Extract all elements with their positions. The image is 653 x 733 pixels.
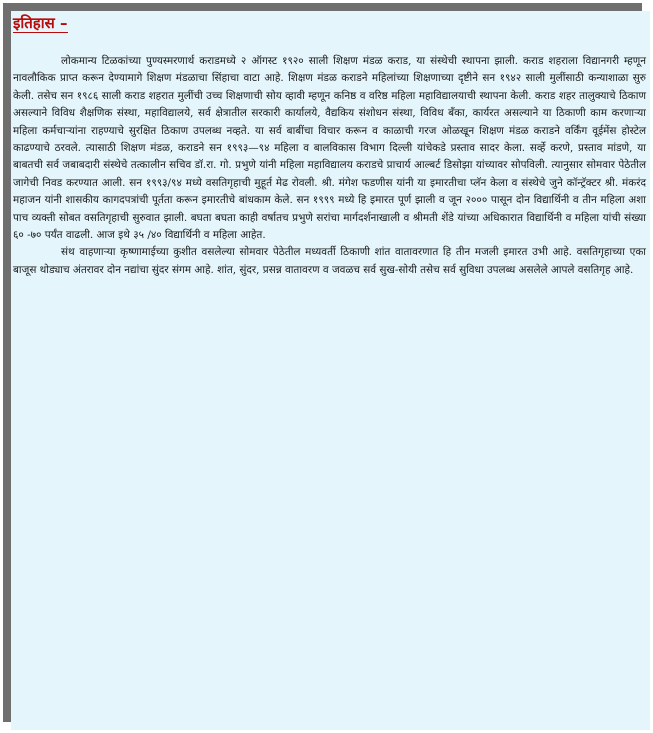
content-panel <box>11 11 650 730</box>
page-title <box>13 13 646 53</box>
history-paragraph-1: लोकमान्य टिळकांच्या पुण्यस्मरणार्थ कराडमध्ये २ ऑगस्ट १९२० साली शिक्षण मंडळ कराड, या संस्थेची स्थापना झाली. कराड शहराला विद्यानगरी म्हणून नावलौकिक प्राप्त करून देण्यामागे शिक्षण मंडळाचा सिंहाचा वाटा आहे. शिक्षण मंडळ कराडने महिलांच्या शिक्षणाच्या दृष्टीने सन १९४२ साली मुलींसाठी कन्याशाळा सुरु केली. तसेच सन १९८६ साली कराड शहरात मुलींची उच्च शिक्षणाची सोय व्हावी म्हणून कनिष्ठ व वरिष्ठ महिला महाविद्यालयाची स्थापना केली. कराड शहर तालुक्याचे ठिकाण असल्याने विविध शैक्षणिक संस्था, महाविद्यालये, सर्व क्षेत्रातील सरकारी कार्यालये, वैद्यकिय संशोधन संस्था, विविध बँका, कार्यरत असल्याने या ठिकाणी काम करणाऱ्या महिला कर्मचाऱ्यांना राहण्याचे सुरक्षित ठिकाण उपलब्ध नव्हते. या सर्व बाबींचा विचार करून व काळाची गरज ओळखून शिक्षण मंडळ कराडने वर्किंग वूईमेंस होस्टेल काढण्याचे ठरवले. त्यासाठी शिक्षण मंडळ, कराडने सन १९९३—९४ महिला व बालविकास विभाग दिल्ली यांचेकडे प्रस्ताव सादर केला. सर्व्हे करणे, प्रस्ताव मांडणे, या बाबतची सर्व जबाबदारी संस्थेचे तत्कालीन सचिव डॉ.रा. गो. प्रभुणे यांनी महिला महाविद्यालय कराडचे प्राचार्य आल्बर्ट डिसोझा यांच्यावर सोपविली. त्यानुसार सोमवार पेठेतील जागेची निवड करण्यात आली. सन १९९३/९४ मध्ये वसतिगृहाची मुहूर्त मेढ रोवली. श्री. मंगेश फडणीस यांनी या इमारतीचा प्लॅन केला व संस्थेचे जुने कॉन्ट्रॅक्टर श्री. मंकरंद महाजन यांनी शासकीय कागदपत्रांची पूर्तता करून इमारतीचे बांधकाम केले. सन १९९९ मध्ये हि इमारत पूर्ण झाली व जून २००० पासून दोन विद्यार्थिनी व तीन महिला अशा पाच व्यक्ती सोबत वसतिगृहाची सुरुवात झाली. बघता बघता काही वर्षातच प्रभुणे सरांचा मार्गदर्शनाखाली व श्रीमती शेंडे यांच्या अधिकारात विद्यार्थिनी व महिला यांची संख्या ६० -७० पर्यंत वाढली. आज इथे ३५ /४० विद्यार्थिनी व महिला आहेत. <box>13 55 646 242</box>
history-paragraph-2: संथ वाहणाऱ्या कृष्णामाईच्या कुशीत वसलेल्या सोमवार पेठेतील मध्यवर्ती ठिकाणी शांत वातावरणात हि तीन मजली इमारत उभी आहे. वसतिगृहाच्या एका बाजूस थोड्याच अंतरावर दोन नद्यांचा सुंदर संगम आहे. शांत, सुंदर, प्रसन्न वातावरण व जवळच सर्व सुख-सोयी तसेच सर्व सुविधा उपलब्ध असलेले आपले वसतिगृह आहे. <box>13 246 646 276</box>
page-title-text: इतिहास – <box>13 14 68 32</box>
